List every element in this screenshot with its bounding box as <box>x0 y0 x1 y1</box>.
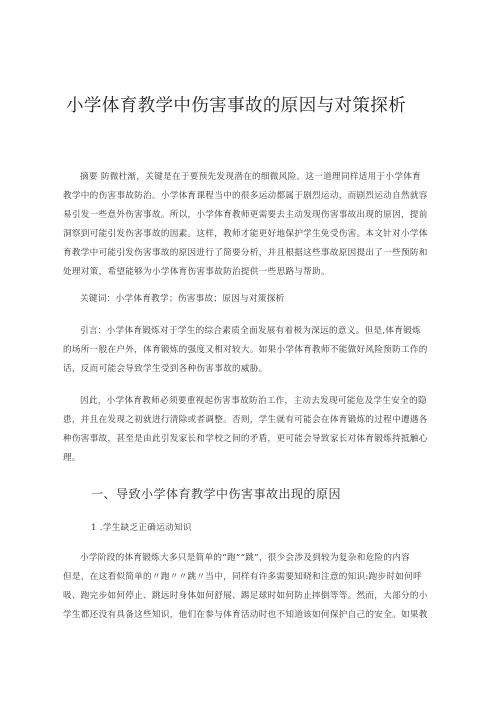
abstract-line: 摘要 防微杜渐，关键是在于要预先发现潜在的细微风险。这一道理同样适用于小学体育 <box>80 172 421 182</box>
body-line: 学生都还没有具备这些知识，他们在参与体育活动时也不知道该如何保护自己的安全。如果教 <box>63 610 428 620</box>
body-paragraph <box>63 549 443 625</box>
keywords-line: 关键词：小学体育教学；伤害事故；原因与对策探析 <box>80 294 285 304</box>
subsection-heading: 1 .学生缺乏正确运动知识 <box>91 523 192 533</box>
body-line: 因此，小学体育教师必须要重视起伤害事故防治工作，主动去发现可能危及学生安全的隐 <box>80 396 427 406</box>
intro-line: 引言：小学体育锻炼对于学生的综合素质全面发展有着极为深远的意义。但是,体育锻炼 <box>80 326 421 336</box>
abstract-paragraph <box>63 168 443 282</box>
body-line: 但是，在这看似简单的〃跑〃〃跳〃当中，同样有许多需要知晓和注意的知识:跑步时如何呼 <box>63 572 422 582</box>
intro-paragraph <box>63 322 443 379</box>
body-line: 种伤害事故，甚至是由此引发家长和学校之间的矛盾，更可能会导致家长对体育锻炼持抵触心 <box>63 434 428 444</box>
section-heading: 一、导致小学体育教学中伤害事故出现的原因 <box>91 487 342 501</box>
body-line: 吸、跑完步如何停止、跳远时身体如何舒展、踢足球时如何防止摔倒等等。然而，大部分的小 <box>63 591 428 601</box>
abstract-line: 处理对策，希望能够为小学体育伤害事故防治提供一些思路与帮助。 <box>63 267 330 277</box>
keywords-paragraph <box>63 290 443 309</box>
abstract-line: 易引发一些意外伤害事故。所以，小学体育教师更需要去主动发现伤害事故出现的原因，提前 <box>63 210 428 220</box>
body-line: 患，并且在发现之初就进行清除或者调整。否则，学生就有可能会在体育锻炼的过程中遭遇各 <box>63 415 428 425</box>
intro-line: 的场所一般在户外，体育锻炼的强度又相对较大。如果小学体育教师不能做好风险预防工作的 <box>63 345 428 355</box>
abstract-line: 洞察到可能引发伤害事故的因素。这样，教师才能更好地保护学生免受伤害。本文针对小学体 <box>63 229 428 239</box>
intro-line: 话，反而可能会导致学生受到各种伤害事故的威胁。 <box>63 364 268 374</box>
body-line: 小学阶段的体育锻炼大多只是简单的“跑”“跳”，很少会涉及到较为复杂和危险的内容 <box>80 553 411 563</box>
abstract-line: 教学中的伤害事故防治。小学体育课程当中的很多运动都属于剧烈运动，而剧烈运动自然就容 <box>63 191 428 201</box>
abstract-line: 育教学中可能引发伤害事故的原因进行了简要分析，并且根据这些事故原因提出了一些预防和 <box>63 248 428 258</box>
body-paragraph <box>63 392 443 468</box>
document-title: 小学体育教学中伤害事故的原因与对策探析 <box>66 96 407 116</box>
body-line: 理。 <box>63 453 81 463</box>
